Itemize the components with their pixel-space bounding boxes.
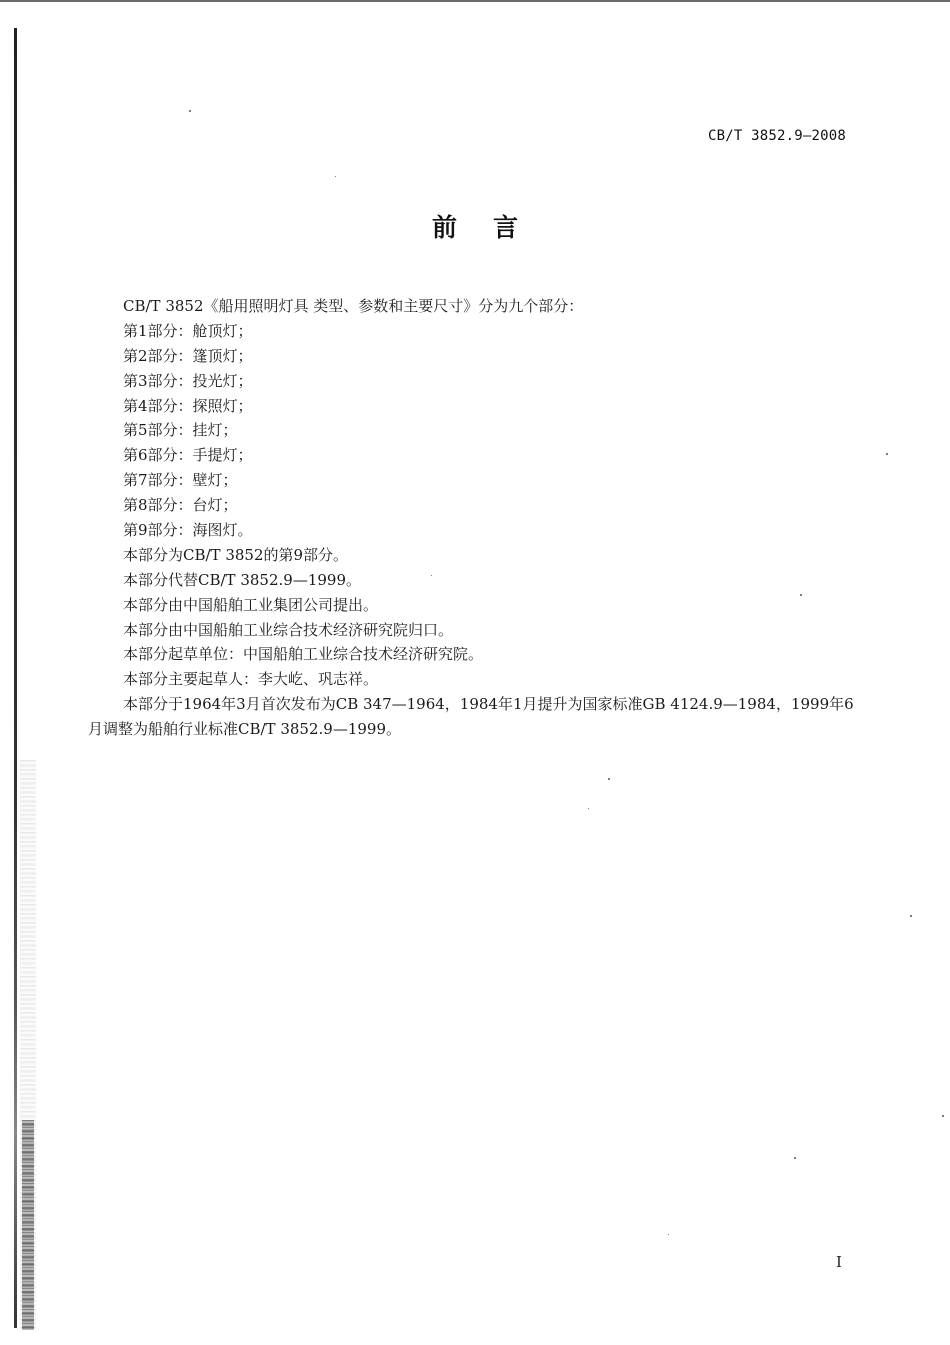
part-list-item: 第3部分：投光灯； [123,371,253,390]
scan-speck [668,1234,669,1235]
part-list-item: 第2部分：篷顶灯； [123,346,253,365]
part-list-item: 第4部分：探照灯； [123,396,253,415]
part-list-item: 第9部分：海图灯。 [123,521,253,540]
paragraph: 本部分起草单位：中国船舶工业综合技术经济研究院。 [123,645,484,664]
part-list-item: 第6部分：手提灯； [123,446,253,465]
page-number: I [836,1253,842,1271]
paragraph: 本部分主要起草人：李大屹、巩志祥。 [123,670,379,689]
scan-speck [942,1115,944,1117]
page-title [0,208,950,244]
part-list-item: 第1部分：舱顶灯； [123,321,253,340]
foreword-body [88,294,868,742]
scan-speck [588,808,589,809]
top-border-line [0,0,950,2]
paragraph: CB/T 3852《船用照明灯具 类型、参数和主要尺寸》分为九个部分： [123,297,584,315]
title-char-1: 前 [431,213,457,242]
scan-speck [794,1157,796,1159]
part-list-item: 第5部分：挂灯； [123,421,238,440]
scan-speck [189,110,191,112]
scan-speck [910,915,912,917]
title-char-2: 言 [493,213,519,242]
paragraph: 本部分由中国船舶工业综合技术经济研究院归口。 [123,620,454,639]
scan-speck [886,453,888,455]
paragraph: 本部分由中国船舶工业集团公司提出。 [123,595,379,614]
scan-noise-dark [22,1120,34,1330]
scan-speck [431,575,432,576]
part-list-item: 第7部分：壁灯； [123,471,238,490]
paragraph-history: 本部分于1964年3月首次发布为CB 347—1964，1984年1月提升为国家标准GB 4124.9—1984，1999年6月调整为船舶行业标准CB/T 3852.9—1999。 [88,695,854,739]
standard-code: CB/T 3852.9—2008 [707,128,846,144]
scan-speck [800,594,802,596]
scan-speck [608,778,610,780]
scan-speck [335,176,336,177]
paragraph: 本部分代替CB/T 3852.9—1999。 [123,570,361,589]
part-list-item: 第8部分：台灯； [123,496,238,515]
paragraph: 本部分为CB/T 3852的第9部分。 [123,545,349,564]
